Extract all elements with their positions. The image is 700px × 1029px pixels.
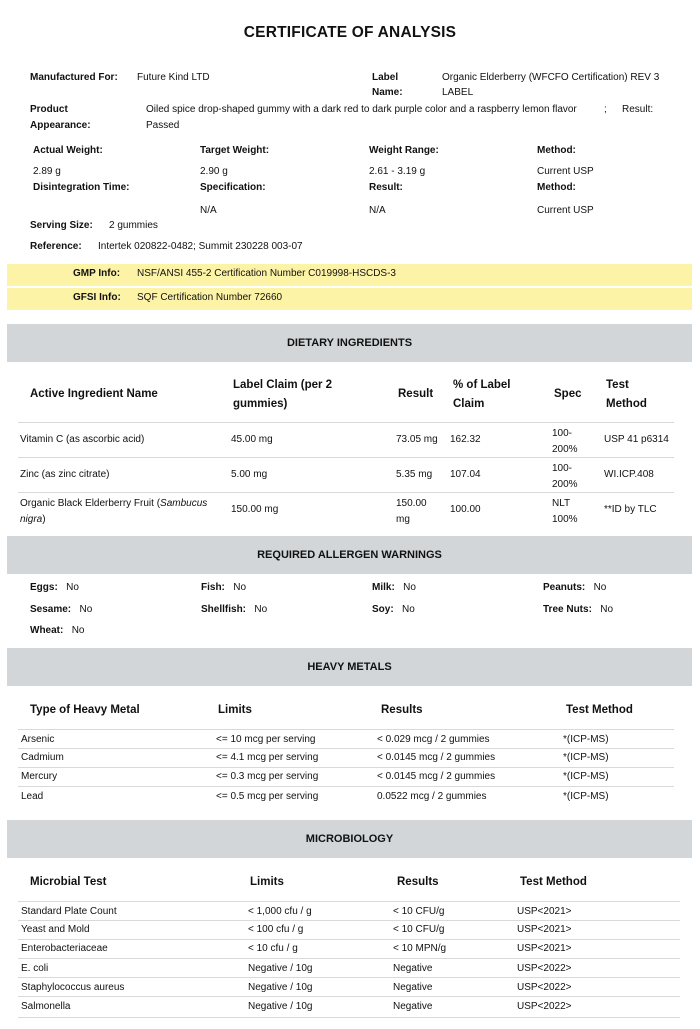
result-value: Passed: [146, 120, 180, 131]
allergen-warnings-heading: REQUIRED ALLERGEN WARNINGS: [7, 536, 692, 574]
microbial-method: USP<2021>: [517, 943, 572, 954]
result-label: Result:: [622, 104, 654, 115]
col-spec: Spec: [554, 388, 582, 400]
microbial-test: E. coli: [21, 963, 49, 974]
test-method: WI.ICP.408: [604, 469, 654, 480]
metal-type: Cadmium: [21, 752, 64, 763]
product-appearance-label-2: Appearance:: [30, 120, 91, 131]
spec: 100-200%: [552, 463, 578, 490]
col-test-method: Test Method: [606, 379, 647, 410]
microbial-limit: Negative / 10g: [248, 963, 313, 974]
microbial-method: USP<2021>: [517, 906, 572, 917]
metal-type: Arsenic: [21, 734, 55, 745]
microbial-method: USP<2021>: [517, 924, 572, 935]
pct-label-claim: 107.04: [450, 469, 481, 480]
product-appearance-label-1: Product: [30, 104, 68, 115]
metal-limit: <= 4.1 mcg per serving: [216, 752, 319, 763]
allergen-tree-nuts: Tree Nuts: No: [543, 604, 614, 615]
page-title: CERTIFICATE OF ANALYSIS: [243, 24, 457, 41]
serving-size-label: Serving Size:: [30, 220, 93, 231]
pct-label-claim: 100.00: [450, 504, 481, 515]
result: 150.00 mg: [396, 498, 427, 525]
metal-method: *(ICP-MS): [563, 734, 609, 745]
microbial-limit: < 10 cfu / g: [248, 943, 298, 954]
microbial-test: Standard Plate Count: [21, 906, 117, 917]
metal-limit: <= 0.3 mcg per serving: [216, 771, 319, 782]
manufactured-for-value: Future Kind LTD: [137, 72, 210, 83]
metal-method: *(ICP-MS): [563, 752, 609, 763]
col-limits: Limits: [250, 876, 284, 888]
microbial-result: < 10 CFU/g: [393, 906, 445, 917]
separator: ;: [604, 104, 607, 115]
target-weight-label: Target Weight:: [200, 145, 270, 156]
heavy-metals-heading: HEAVY METALS: [7, 648, 692, 686]
result: 73.05 mg: [396, 434, 438, 445]
method-value: Current USP: [537, 166, 594, 177]
gmp-value: NSF/ANSI 455-2 Certification Number C019998-HSCDS-3: [137, 268, 396, 279]
allergen-peanuts: Peanuts: No: [543, 582, 607, 593]
dietary-ingredients-heading: DIETARY INGREDIENTS: [7, 324, 692, 362]
allergen-eggs: Eggs: No: [30, 582, 79, 593]
target-weight-value: 2.90 g: [200, 166, 228, 177]
microbial-result: < 10 CFU/g: [393, 924, 445, 935]
metal-method: *(ICP-MS): [563, 791, 609, 802]
microbial-limit: Negative / 10g: [248, 1001, 313, 1012]
microbial-result: Negative: [393, 963, 433, 974]
allergen-milk: Milk: No: [372, 582, 416, 593]
microbial-method: USP<2022>: [517, 963, 572, 974]
metal-type: Lead: [21, 791, 44, 802]
microbial-method: USP<2022>: [517, 1001, 572, 1012]
specification-label: Specification:: [200, 182, 266, 193]
label-name-label-2: Name:: [372, 87, 403, 98]
microbial-limit: Negative / 10g: [248, 982, 313, 993]
col-results: Results: [397, 876, 439, 888]
label-name-label-1: Label: [372, 72, 399, 83]
gfsi-value: SQF Certification Number 72660: [137, 292, 283, 303]
spec: NLT 100%: [552, 498, 578, 525]
microbial-result: Negative: [393, 1001, 433, 1012]
pct-label-claim: 162.32: [450, 434, 481, 445]
test-method: USP 41 p6314: [604, 434, 669, 445]
specification-value: N/A: [200, 205, 217, 216]
col-limits: Limits: [218, 704, 252, 716]
label-name-value-2: LABEL: [442, 87, 474, 98]
metal-method: *(ICP-MS): [563, 771, 609, 782]
manufactured-for-label: Manufactured For:: [30, 72, 118, 83]
microbial-limit: < 1,000 cfu / g: [248, 906, 312, 917]
metal-result: < 0.0145 mcg / 2 gummies: [377, 752, 496, 763]
ingredient-name: Zinc (as zinc citrate): [20, 469, 110, 480]
allergen-soy: Soy: No: [372, 604, 415, 615]
disintegration-label: Disintegration Time:: [33, 182, 130, 193]
microbiology-heading: MICROBIOLOGY: [7, 820, 692, 858]
metal-result: < 0.029 mcg / 2 gummies: [377, 734, 490, 745]
col-result: Result: [398, 388, 434, 400]
allergen-fish: Fish: No: [201, 582, 247, 593]
col-label-claim: Label Claim (per 2 gummies): [233, 379, 333, 410]
label-claim: 5.00 mg: [231, 469, 268, 480]
weight-range-value: 2.61 - 3.19 g: [369, 166, 426, 177]
allergen-wheat: Wheat: No: [30, 625, 85, 636]
reference-value: Intertek 020822-0482; Summit 230228 003-07: [98, 241, 303, 252]
label-claim: 150.00 mg: [231, 504, 279, 515]
metal-limit: <= 10 mcg per serving: [216, 734, 316, 745]
method2-label: Method:: [537, 182, 576, 193]
label-name-value-1: Organic Elderberry (WFCFO Certification) REV 3: [442, 72, 660, 83]
method-label: Method:: [537, 145, 576, 156]
metal-limit: <= 0.5 mcg per serving: [216, 791, 319, 802]
actual-weight-value: 2.89 g: [33, 166, 61, 177]
col-test-method: Test Method: [566, 704, 633, 716]
col-microbial-test: Microbial Test: [30, 876, 107, 888]
serving-size-value: 2 gummies: [109, 220, 158, 231]
col-test-method: Test Method: [520, 876, 587, 888]
result2-value: N/A: [369, 205, 386, 216]
result: 5.35 mg: [396, 469, 433, 480]
microbial-test: Enterobacteriaceae: [21, 943, 108, 954]
product-appearance-value: Oiled spice drop-shaped gummy with a dark red to dark purple color and a raspberry lemon flavor: [146, 104, 577, 115]
method2-value: Current USP: [537, 205, 594, 216]
allergen-sesame: Sesame: No: [30, 604, 93, 615]
actual-weight-label: Actual Weight:: [33, 145, 103, 156]
col-results: Results: [381, 704, 423, 716]
col-type-of-heavy-metal: Type of Heavy Metal: [30, 704, 140, 716]
col-active-ingredient: Active Ingredient Name: [30, 388, 158, 400]
gfsi-label: GFSI Info:: [73, 292, 121, 303]
metal-result: 0.0522 mcg / 2 gummies: [377, 791, 487, 802]
microbial-test: Yeast and Mold: [21, 924, 90, 935]
gmp-label: GMP Info:: [73, 268, 121, 279]
result2-label: Result:: [369, 182, 403, 193]
label-claim: 45.00 mg: [231, 434, 273, 445]
microbial-result: < 10 MPN/g: [393, 943, 447, 954]
test-method: **ID by TLC: [604, 504, 657, 515]
metal-result: < 0.0145 mcg / 2 gummies: [377, 771, 496, 782]
ingredient-name: Organic Black Elderberry Fruit (Sambucus nigra): [20, 498, 208, 525]
metal-type: Mercury: [21, 771, 58, 782]
ingredient-name: Vitamin C (as ascorbic acid): [20, 434, 145, 445]
col-pct-label-claim: % of Label Claim: [453, 379, 511, 410]
microbial-test: Staphylococcus aureus: [21, 982, 125, 993]
microbial-test: Salmonella: [21, 1001, 71, 1012]
microbial-limit: < 100 cfu / g: [248, 924, 304, 935]
allergen-shellfish: Shellfish: No: [201, 604, 268, 615]
reference-label: Reference:: [30, 241, 82, 252]
spec: 100-200%: [552, 428, 578, 455]
microbial-result: Negative: [393, 982, 433, 993]
weight-range-label: Weight Range:: [369, 145, 439, 156]
microbial-method: USP<2022>: [517, 982, 572, 993]
